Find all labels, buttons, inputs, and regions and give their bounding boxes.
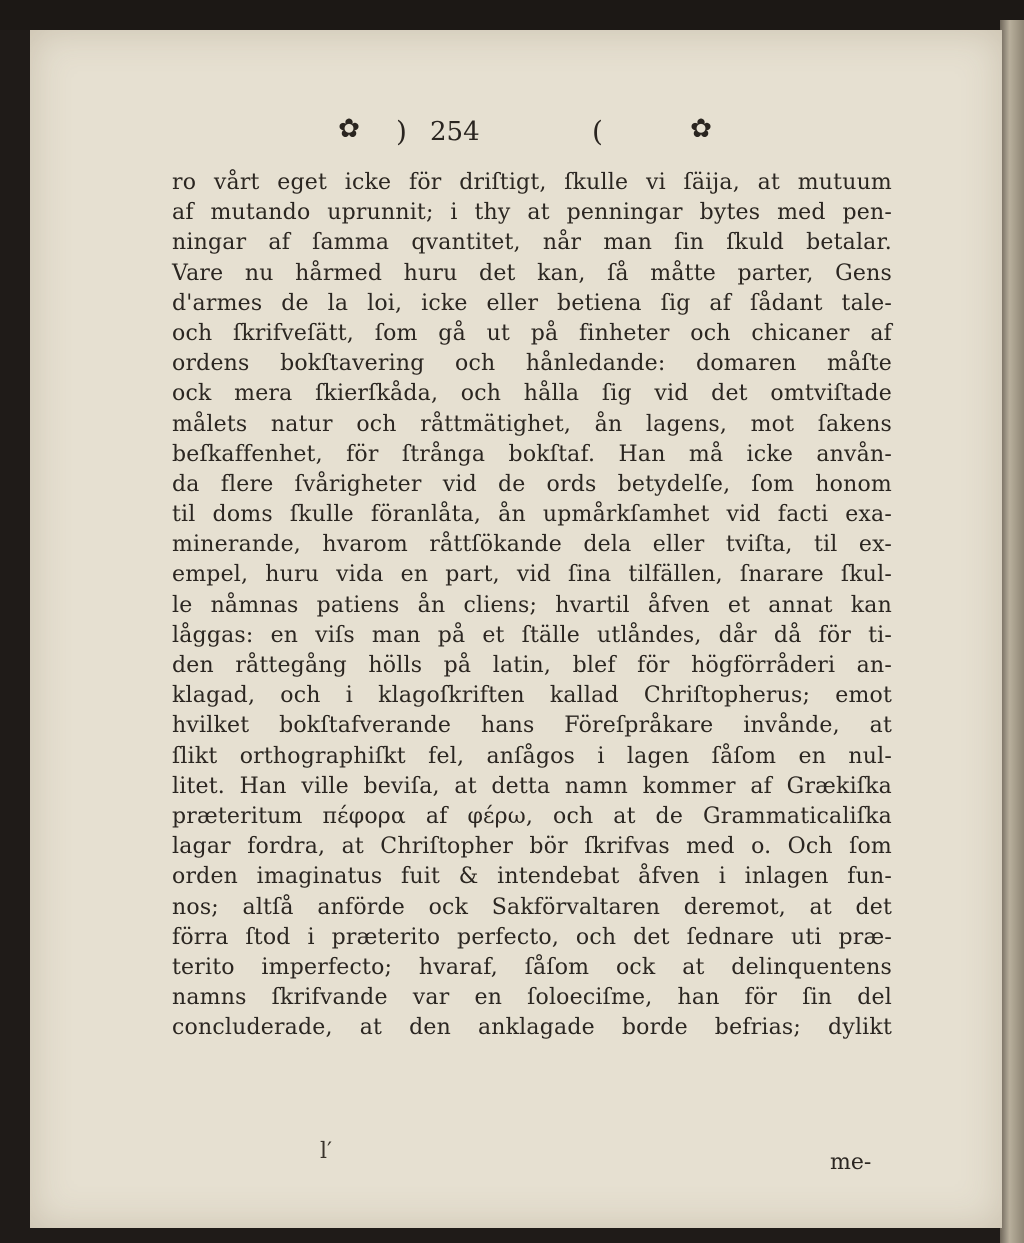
text-line: litet. Han ville beviſa, at detta namn kommer af Grækiſka	[172, 773, 892, 799]
text-line: den råttegång hölls på latin, blef för högförråderi an-	[172, 653, 892, 678]
text-line: til doms ſkulle föranlåta, ån upmårkſamhet vid facti exa-	[172, 502, 892, 528]
text-line: beſkaffenhet, för ſtrånga bokſtaf. Han må icke anvån-	[172, 441, 892, 467]
scan-top-edge	[0, 0, 1024, 30]
text-line: nos; altſå anförde ock Sakförvaltaren deremot, at det	[172, 894, 892, 920]
text-line: ningar af ſamma qvantitet, når man ſin ſkuld betalar.	[172, 230, 892, 256]
text-line: præteritum πέφορα af φέρω, och at de Grammaticaliſka	[172, 803, 892, 829]
text-line: ſlikt orthographiſkt fel, anſågos i lagen ſåſom en nul-	[172, 743, 892, 769]
text-line: le nåmnas patiens ån cliens; hvartil åfven et annat kan	[172, 592, 892, 618]
text-line: hvilket bokſtafverande hans Föreſpråkare invånde, at	[172, 713, 892, 739]
text-line: namns ſkrifvande var en ſoloeciſme, han för ſin del	[172, 985, 892, 1011]
text-line: målets natur och råttmätighet, ån lagens, mot ſakens	[172, 411, 892, 437]
text-line: concluderade, at den anklagade borde befrias; dylikt	[172, 1015, 892, 1041]
text-line: da flere ſvårigheter vid de ords betydelſe, ſom honom	[172, 471, 892, 497]
text-line: och ſkrifveſätt, ſom gå ut på finheter och chicaner af	[172, 320, 892, 346]
text-line: låggas: en viſs man på et ſtälle utlåndes, dår då för ti-	[172, 622, 892, 648]
text-line: lagar fordra, at Chriſtopher bör ſkrifvas med o. Och ſom	[172, 834, 892, 860]
page-number: 254	[430, 117, 480, 147]
text-line: förra ſtod i præterito perfecto, och det ſednare uti præ-	[172, 924, 892, 950]
body-text	[172, 168, 892, 1043]
header-paren-right: (	[592, 115, 603, 148]
text-line: Vare nu hårmed huru det kan, ſå måtte parter, Gens	[172, 260, 892, 286]
book-spine	[1000, 20, 1024, 1243]
text-line: klagad, och i klagoſkriften kallad Chriſtopherus; emot	[172, 683, 892, 709]
text-line: minerande, hvarom råttſökande dela eller tviſta, til ex-	[172, 532, 892, 558]
header-paren-left: )	[396, 115, 407, 148]
ornament-icon: ✿	[690, 114, 712, 144]
margin-mark: l′	[320, 1139, 333, 1164]
text-line: d'armes de la loi, icke eller betiena ſig af ſådant tale-	[172, 290, 892, 316]
text-line: terito imperfecto; hvaraf, ſåſom ock at delinquentens	[172, 954, 892, 980]
running-header	[330, 112, 730, 152]
text-line: orden imaginatus fuit & intendebat åfven i inlagen fun-	[172, 864, 892, 890]
ornament-icon: ✿	[338, 114, 360, 144]
catchword: me-	[830, 1150, 872, 1175]
text-line: empel, huru vida en part, vid ſina tilfällen, ſnarare ſkul-	[172, 562, 892, 588]
text-line: ordens bokſtavering och hånledande: domaren måſte	[172, 351, 892, 377]
text-line: af mutando uprunnit; i thy at penningar bytes med pen-	[172, 200, 892, 226]
text-line: ock mera ſkierſkåda, och hålla ſig vid det omtviſtade	[172, 381, 892, 407]
text-line: ro vårt eget icke för driſtigt, ſkulle vi ſäija, at mutuum	[172, 170, 892, 195]
